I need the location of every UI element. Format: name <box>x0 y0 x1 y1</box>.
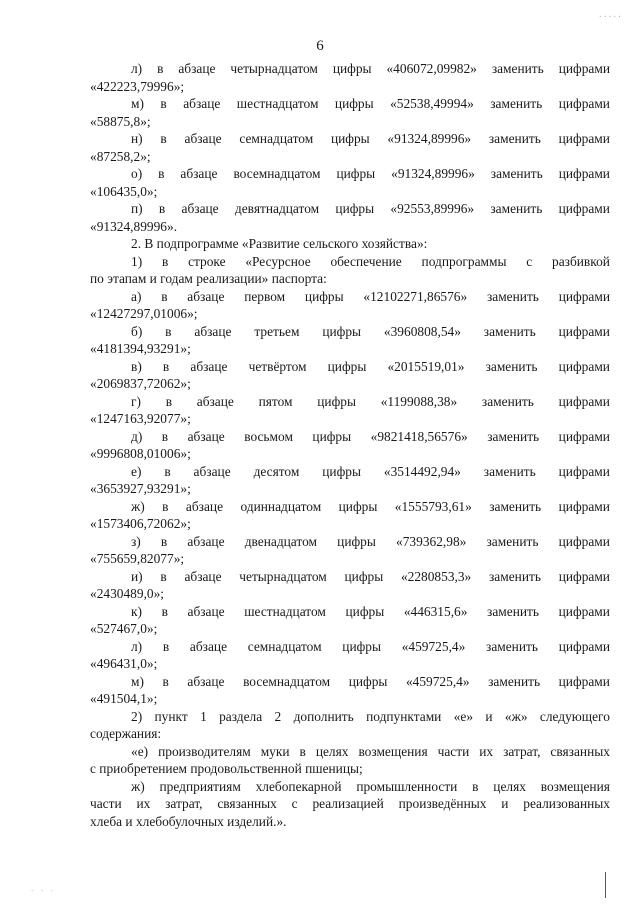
word: 2 <box>274 708 282 724</box>
item-k-line2: «527467,0»; <box>90 621 158 636</box>
item-e-line2: «3653927,93291»; <box>90 481 191 496</box>
word: реализованных <box>523 796 610 811</box>
word: абзаце <box>187 428 225 444</box>
scan-mark-bottom-left: - - - <box>30 886 55 895</box>
word: г) <box>131 393 141 409</box>
item-a-line1 <box>90 288 610 306</box>
word: возмещения <box>540 778 610 794</box>
word: промышленности <box>356 778 458 794</box>
word: цифры <box>345 603 385 619</box>
word: заменить <box>486 533 539 549</box>
word: заменить <box>485 358 538 374</box>
word: с <box>291 796 298 811</box>
item-o-line2: «106435,0»; <box>90 183 158 199</box>
word: цифрами <box>558 166 610 181</box>
word: цифрами <box>558 201 610 216</box>
item-l2-line1 <box>90 638 610 656</box>
item-m2-line2: «491504,1»; <box>90 691 158 706</box>
word: «3514492,94» <box>383 463 461 479</box>
item-v-line1 <box>90 358 610 376</box>
word: «2015519,01» <box>387 358 465 374</box>
word: цифры <box>338 498 378 514</box>
word: в <box>160 131 167 146</box>
word: пятом <box>258 393 293 409</box>
word: цифры <box>304 288 344 304</box>
word: связанных <box>217 796 277 811</box>
word: шестнадцатом <box>244 603 326 619</box>
word: л) <box>131 61 143 76</box>
word: цифрами <box>558 673 610 689</box>
word: и) <box>131 568 143 584</box>
item-k-line1 <box>90 603 610 621</box>
scan-edge-mark <box>605 872 606 898</box>
page-number: 6 <box>316 38 324 54</box>
word: цифры <box>342 638 381 654</box>
word: м) <box>131 96 144 111</box>
word: дополнить <box>293 708 354 724</box>
word: в <box>162 638 170 654</box>
word: цифрами <box>558 428 610 444</box>
word: цифрами <box>558 393 610 409</box>
word: н) <box>131 131 143 146</box>
word: заменить <box>491 61 544 76</box>
word: в <box>158 201 166 216</box>
word: абзаце <box>196 393 234 409</box>
item-i-line2: «2430489,0»; <box>90 586 165 601</box>
word: цифрами <box>558 463 610 479</box>
word: предприятиям <box>159 778 241 794</box>
word: «406072,09982» <box>386 61 477 76</box>
quote-zh-line1 <box>90 778 610 796</box>
item-b-line1 <box>90 323 610 341</box>
word: разбивкой <box>552 253 610 269</box>
word: заменить <box>487 603 539 619</box>
word: 2) <box>131 708 143 724</box>
item-p-line2: «91324,89996». <box>90 218 178 234</box>
word: абзаце <box>178 61 216 76</box>
word: «3960808,54» <box>383 323 461 339</box>
item-p-line1 <box>90 200 610 218</box>
word: цифры <box>334 96 374 111</box>
word: «459725,4» <box>401 638 466 654</box>
word: ж) <box>131 498 145 514</box>
word: л) <box>131 638 143 654</box>
word: семнадцатом <box>247 638 322 654</box>
word: подпрограммы <box>421 253 507 269</box>
word: заменить <box>489 498 542 514</box>
item-i-line1 <box>90 568 610 586</box>
word: заменить <box>490 201 543 216</box>
word: цифры <box>317 393 356 409</box>
word: в <box>158 166 165 181</box>
word: м) <box>131 673 144 689</box>
subitem-2-line2: содержания: <box>90 726 162 741</box>
word: связанных <box>550 743 610 759</box>
item-d-line2: «9996808,01006»; <box>90 446 191 461</box>
word: цифры <box>344 568 384 584</box>
word: «е) <box>131 743 149 759</box>
word: семнадцатом <box>239 131 314 146</box>
item-v-line2: «2069837,72062»; <box>90 376 191 391</box>
word: производителям <box>158 743 251 759</box>
word: заменить <box>488 673 541 689</box>
word: реализацией <box>312 796 384 811</box>
item-g-line2: «1247163,92077»; <box>90 411 191 426</box>
word: в <box>162 358 170 374</box>
word: цифры <box>322 323 362 339</box>
word: и <box>501 796 509 811</box>
word: цифрами <box>558 638 610 654</box>
word: б) <box>131 323 143 339</box>
word: части <box>437 743 470 759</box>
word: четвёртом <box>248 358 307 374</box>
item-n-line1 <box>90 130 610 148</box>
word: «91324,89996» <box>391 166 475 181</box>
word: в <box>299 743 306 759</box>
word: 1 <box>200 708 207 724</box>
item-z-line1 <box>90 533 610 551</box>
word: восемнадцатом <box>233 166 321 181</box>
item-l-line2: «422223,79996»; <box>90 78 185 94</box>
word: к) <box>131 603 142 619</box>
item-d-line1 <box>90 428 610 446</box>
word: цифры <box>322 463 361 479</box>
word: абзаце <box>187 673 225 689</box>
item-m2-line1 <box>90 673 610 691</box>
word: заменить <box>489 568 541 584</box>
word: части <box>90 796 122 811</box>
word: шестнадцатом <box>236 96 319 111</box>
word: возмещения <box>358 743 428 759</box>
quote-zh-line2 <box>90 795 610 813</box>
word: ж) <box>131 778 145 794</box>
word: в) <box>131 358 142 374</box>
word: абзаце <box>190 358 228 374</box>
word: «52538,49994» <box>390 96 474 111</box>
word: 1) <box>131 253 143 269</box>
quote-e-line1 <box>90 743 610 761</box>
word: цифрами <box>558 61 610 76</box>
word: «Ресурсное <box>245 253 311 269</box>
word: цифры <box>336 166 376 181</box>
word: абзаце <box>184 131 222 146</box>
word: муки <box>260 743 290 759</box>
word: абзаце <box>187 533 225 549</box>
word: цифрами <box>558 533 610 549</box>
word: восьмом <box>244 428 293 444</box>
word: абзаце <box>180 166 218 181</box>
word: их <box>136 796 151 811</box>
word: абзаце <box>181 201 219 216</box>
item-l2-line2: «496431,0»; <box>90 656 158 671</box>
word: заменить <box>486 288 539 304</box>
word: строке <box>188 253 226 269</box>
word: хлебопекарной <box>255 778 342 794</box>
word: в <box>157 61 164 76</box>
word: в <box>165 393 173 409</box>
quote-e-line2: с приобретением продовольственной пшеницы; <box>90 761 363 776</box>
word: целях <box>315 743 349 759</box>
item-e-line1 <box>90 463 610 481</box>
word: «9821418,56576» <box>370 428 468 444</box>
subitem-1-line1 <box>90 253 610 271</box>
word: «446315,6» <box>403 603 468 619</box>
word: в <box>161 428 169 444</box>
item-b-line2: «4181394,93291»; <box>90 341 191 356</box>
word: цифрами <box>558 603 610 619</box>
word: и <box>485 708 493 724</box>
word: в <box>472 778 479 794</box>
word: заменить <box>481 393 534 409</box>
word: одиннадцатом <box>240 498 322 514</box>
word: е) <box>131 463 142 479</box>
word: восемнадцатом <box>243 673 331 689</box>
scan-mark-top-right: ····· <box>597 12 622 21</box>
item-m-line1 <box>90 95 610 113</box>
word: о) <box>131 166 143 181</box>
document-body <box>90 60 610 830</box>
word: в <box>160 96 167 111</box>
word: четырнадцатом <box>239 568 327 584</box>
word: цифрами <box>558 131 610 146</box>
word: первом <box>244 288 286 304</box>
word: их <box>479 743 494 759</box>
word: в <box>165 323 172 339</box>
word: в <box>161 253 169 269</box>
word: в <box>160 568 167 584</box>
word: «1555793,61» <box>394 498 472 514</box>
subitem-2-line1 <box>90 708 610 726</box>
word: цифры <box>337 533 376 549</box>
word: раздела <box>219 708 263 724</box>
word: пункт <box>154 708 188 724</box>
word: «91324,89996» <box>387 131 472 146</box>
word: двенадцатом <box>244 533 317 549</box>
word: «ж» <box>504 708 528 724</box>
word: в <box>164 463 171 479</box>
word: заменить <box>483 463 536 479</box>
subitem-1-line2: по этапам и годам реализации» паспорта: <box>90 271 327 286</box>
word: затрат, <box>503 743 541 759</box>
item-l-line1 <box>90 60 610 78</box>
word: абзаце <box>194 323 232 339</box>
quote-zh-line3: хлеба и хлебобулочных изделий.». <box>90 813 287 829</box>
word: цифрами <box>558 498 610 514</box>
word: «2280853,3» <box>400 568 472 584</box>
word: «1199088,38» <box>380 393 458 409</box>
word: цифры <box>332 61 372 76</box>
word: заменить <box>490 166 543 181</box>
word: з) <box>131 533 141 549</box>
item-g-line1 <box>90 393 610 411</box>
word: в <box>161 603 168 619</box>
word: абзаце <box>183 96 221 111</box>
section-2-heading: 2. В подпрограмме «Развитие сельского хозяйства»: <box>131 236 428 251</box>
word: цифры <box>312 428 352 444</box>
item-o-line1 <box>90 165 610 183</box>
item-zh-line2: «1573406,72062»; <box>90 516 191 531</box>
item-n-line2: «87258,2»; <box>90 148 151 164</box>
word: цифры <box>330 131 370 146</box>
word: в <box>162 673 169 689</box>
word: абзаце <box>184 568 222 584</box>
word: третьем <box>254 323 300 339</box>
word: «92553,89996» <box>390 201 475 216</box>
word: следующего <box>539 708 610 724</box>
word: обеспечение <box>330 253 402 269</box>
word: подпунктами <box>366 708 442 724</box>
word: «е» <box>453 708 474 724</box>
word: цифрами <box>558 323 610 339</box>
word: «12102271,86576» <box>363 288 468 304</box>
word: цифры <box>327 358 367 374</box>
word: цифрами <box>558 96 610 111</box>
word: девятнадцатом <box>234 201 320 216</box>
word: четырнадцатом <box>230 61 318 76</box>
word: цифрами <box>558 568 610 584</box>
word: цифрами <box>558 358 610 374</box>
word: д) <box>131 428 143 444</box>
word: затрат, <box>165 796 203 811</box>
word: абзаце <box>187 603 225 619</box>
word: заменить <box>490 96 543 111</box>
word: абзаце <box>187 288 225 304</box>
word: в <box>162 498 169 514</box>
word: абзаце <box>193 463 231 479</box>
item-zh-line1 <box>90 498 610 516</box>
word: в <box>160 533 168 549</box>
word: целях <box>493 778 526 794</box>
word: п) <box>131 201 143 216</box>
word: заменить <box>486 638 538 654</box>
word: а) <box>131 288 142 304</box>
word: с <box>526 253 533 269</box>
word: цифры <box>348 673 388 689</box>
word: заменить <box>487 428 540 444</box>
item-z-line2: «755659,82077»; <box>90 551 185 566</box>
word: цифры <box>335 201 375 216</box>
word: абзаце <box>185 498 224 514</box>
word: «459725,4» <box>405 673 470 689</box>
item-m-line2: «58875,8»; <box>90 113 151 129</box>
word: «739362,98» <box>396 533 467 549</box>
word: заменить <box>488 131 541 146</box>
word: десятом <box>253 463 300 479</box>
item-a-line2: «12427297,01006»; <box>90 306 198 321</box>
word: абзаце <box>189 638 228 654</box>
word: в <box>161 288 168 304</box>
word: заменить <box>483 323 536 339</box>
word: произведённых <box>398 796 487 811</box>
word: цифрами <box>558 288 610 304</box>
